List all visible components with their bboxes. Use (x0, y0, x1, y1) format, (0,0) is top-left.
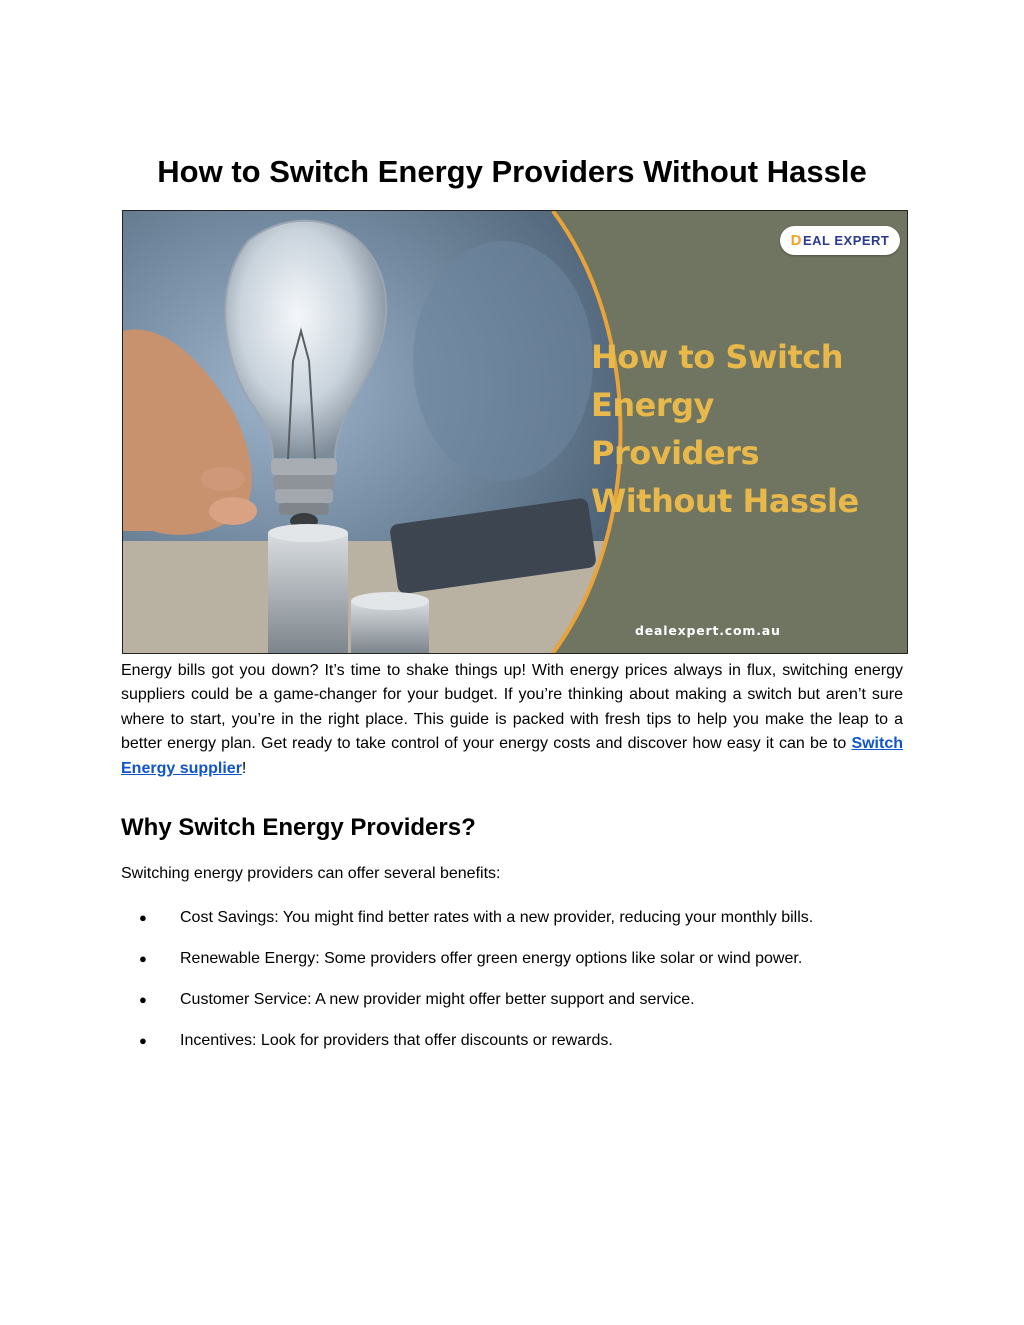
list-item (121, 1029, 903, 1053)
hero-heading-line: Providers (591, 434, 759, 472)
list-item-text: Customer Service: A new provider might offer better support and service. (180, 991, 695, 1008)
list-item (121, 947, 903, 971)
list-item-text: Incentives: Look for providers that offer discounts or rewards. (180, 1032, 613, 1049)
hero-banner-image (122, 210, 908, 654)
bullet-icon: ● (139, 951, 147, 966)
list-item-text: Renewable Energy: Some providers offer green energy options like solar or wind power. (180, 950, 803, 967)
intro-paragraph (121, 659, 903, 781)
logo-mark: D (790, 232, 802, 249)
list-item (121, 906, 903, 930)
hero-heading-line: Energy (591, 386, 714, 424)
benefits-list (121, 906, 903, 1053)
logo-text: EAL EXPERT (802, 233, 890, 248)
hero-heading-line: Without Hassle (591, 482, 859, 520)
intro-trailing: ! (241, 759, 247, 777)
bullet-icon: ● (139, 1033, 147, 1048)
bullet-icon: ● (139, 992, 147, 1007)
hero-heading-line: How to Switch (591, 338, 844, 376)
list-item-text: Cost Savings: You might find better rates with a new provider, reducing your monthly bills. (180, 909, 814, 926)
hero-heading (591, 333, 901, 525)
page-title: How to Switch Energy Providers Without Hassle (157, 154, 867, 189)
deal-expert-logo (780, 226, 900, 255)
list-item (121, 988, 903, 1012)
section-heading: Why Switch Energy Providers? (121, 814, 476, 841)
hero-site-url: dealexpert.com.au (635, 623, 781, 638)
intro-text: Energy bills got you down? It’s time to shake things up! With energy prices always in flux, switching energy suppliers could be a game-changer for your budget. If you’re thinking about making a switch but aren’t sure where to start, you’re in the right place. This guide is packed with fresh tips to help you make the leap to a better energy plan. Get ready to take control of your energy costs and discover how easy it can be to (121, 662, 903, 753)
switch-energy-supplier-link[interactable]: Switch Energy supplier (121, 735, 903, 777)
section-lead-text: Switching energy providers can offer several benefits: (121, 865, 501, 882)
bullet-icon: ● (139, 910, 147, 925)
